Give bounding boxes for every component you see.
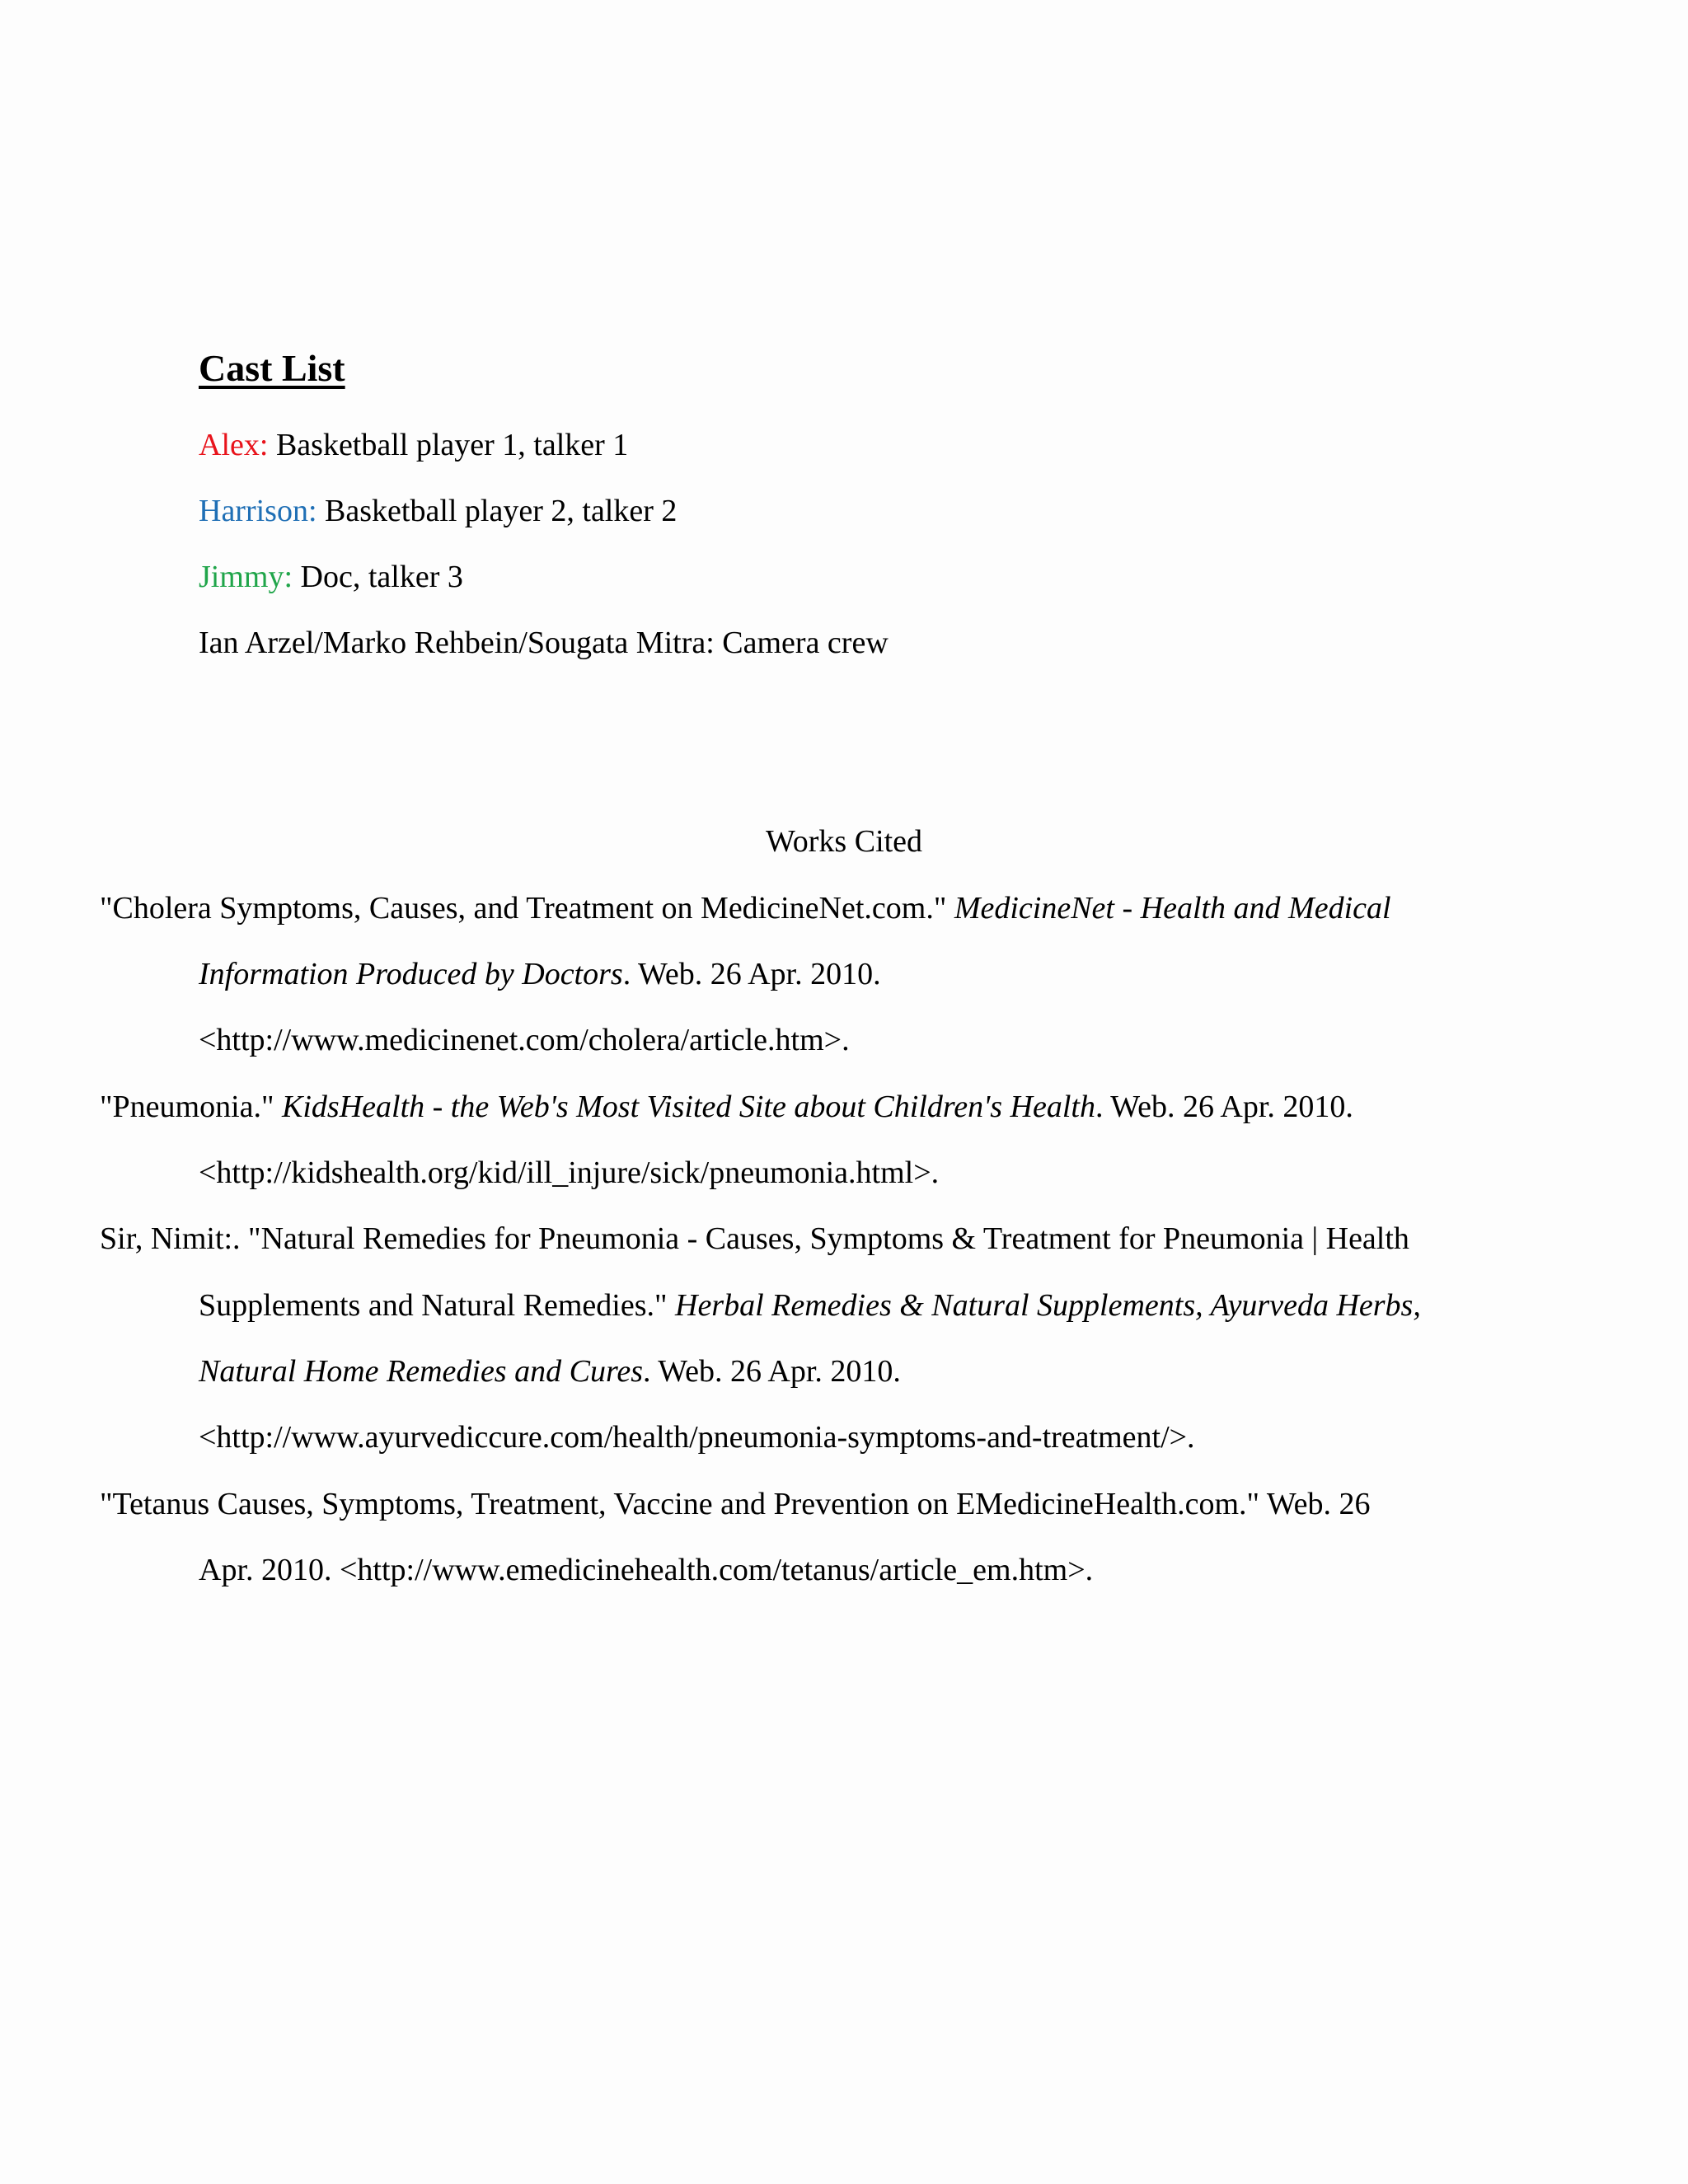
citation-1-source: MedicineNet - Health and Medical [954,891,1391,926]
citation-2-line-1 [100,1091,1353,1122]
citation-2-source: KidsHealth - the Web's Most Visited Site about Children's Health [282,1090,1095,1124]
cast-member-name: Harrison: [199,494,317,528]
cast-member-alex [199,429,628,461]
citation-1-text: "Cholera Symptoms, Causes, and Treatment on MedicineNet.com." [100,891,954,926]
citation-3-source: Herbal Remedies & Natural Supplements, Ayurveda Herbs, [675,1288,1421,1323]
citation-3-line-1: Sir, Nimit:. "Natural Remedies for Pneumonia - Causes, Symptoms & Treatment for Pneumonia | Health [100,1221,1409,1256]
cast-member-role: Basketball player 2, talker 2 [316,494,678,528]
citation-3-text: Supplements and Natural Remedies." [199,1288,675,1323]
cast-list-title: Cast List [199,347,345,389]
citation-2-url: <http://kidshealth.org/kid/ill_injure/sick/pneumonia.html>. [199,1155,940,1190]
cast-member-harrison [199,495,677,527]
citation-4-line-1: "Tetanus Causes, Symptoms, Treatment, Vaccine and Prevention on EMedicineHealth.com." Web. 26 [100,1487,1371,1521]
citation-3-line-2 [199,1290,1421,1321]
cast-member-name: Jimmy: [199,560,293,594]
citation-3-source-cont: Natural Home Remedies and Cures [199,1354,643,1389]
citation-3-url: <http://www.ayurvediccure.com/health/pneumonia-symptoms-and-treatment/>. [199,1420,1195,1455]
cast-member-name: Alex: [199,428,269,462]
citation-4-line-2: Apr. 2010. <http://www.emedicinehealth.com/tetanus/article_em.htm>. [199,1553,1094,1587]
camera-crew-line: Ian Arzel/Marko Rehbein/Sougata Mitra: Camera crew [199,626,889,660]
cast-member-role: Doc, talker 3 [293,560,463,594]
cast-member-jimmy [199,561,463,593]
cast-member-role: Basketball player 1, talker 1 [268,428,629,462]
citation-1-line-2 [199,958,881,990]
citation-1-source-cont: Information Produced by Doctors [199,957,623,991]
citation-2-text: "Pneumonia." [100,1090,283,1124]
citation-3-date: . Web. 26 Apr. 2010. [642,1354,901,1389]
citation-1-date: . Web. 26 Apr. 2010. [622,957,881,991]
works-cited-title: Works Cited [765,824,923,859]
citation-1-line-1 [100,893,1391,924]
citation-3-line-3 [199,1356,901,1387]
citation-2-date: . Web. 26 Apr. 2010. [1095,1090,1353,1124]
citation-1-url: <http://www.medicinenet.com/cholera/article.htm>. [199,1023,850,1057]
